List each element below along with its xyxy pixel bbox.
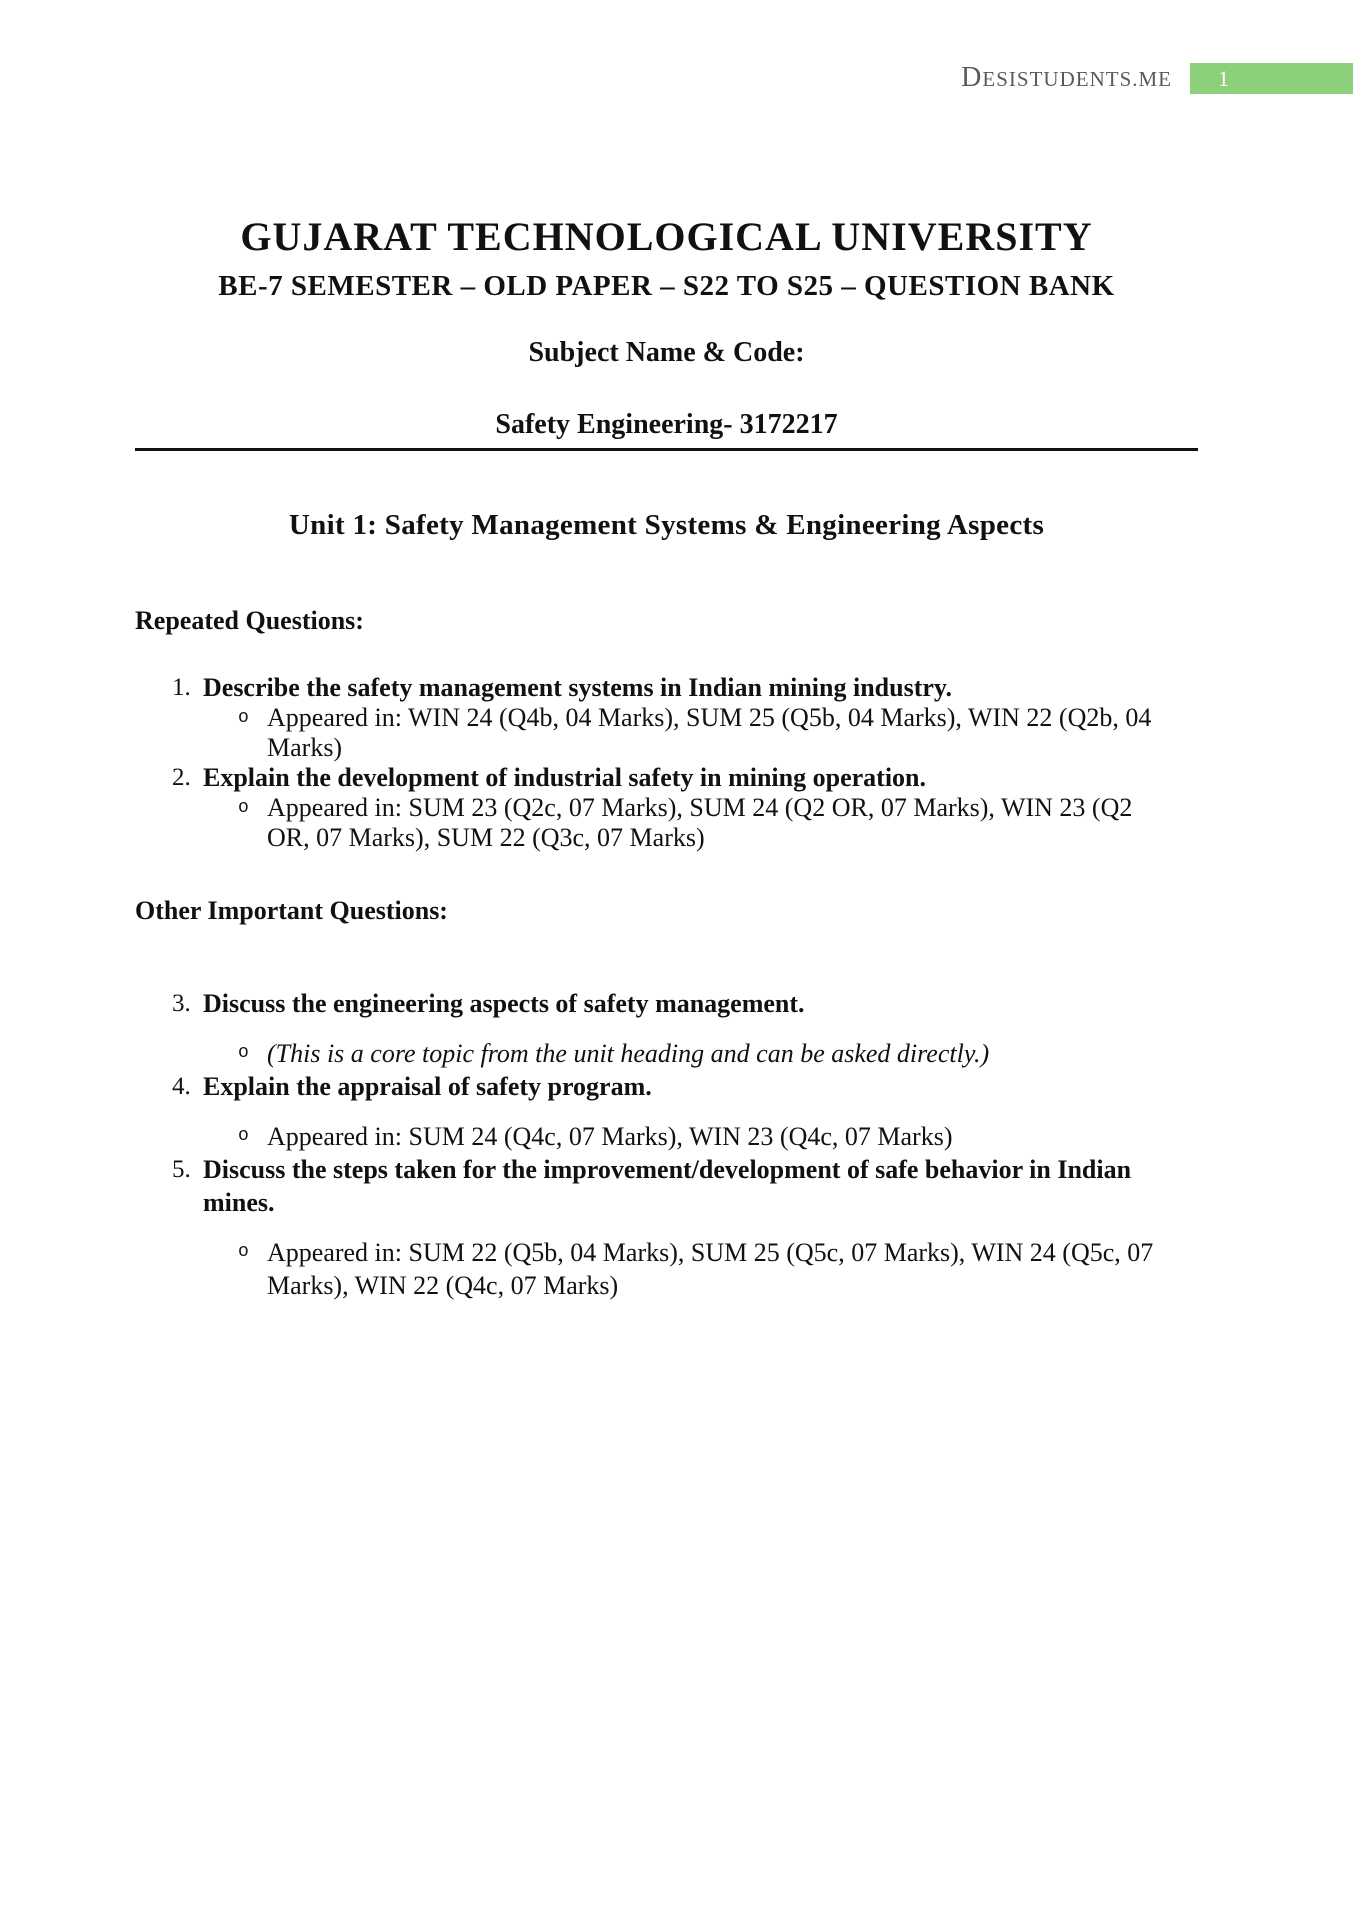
- site-name: DESISTUDENTS.ME: [961, 62, 1172, 93]
- question-text: Discuss the engineering aspects of safety management.: [203, 989, 805, 1018]
- question-text: mines.: [203, 1188, 275, 1217]
- question-text: Describe the safety management systems in Indian mining industry.: [203, 673, 952, 702]
- page-number: 1: [1218, 66, 1229, 91]
- question-item: [135, 1070, 1198, 1153]
- unit-heading: Unit 1: Safety Management Systems & Engineering Aspects: [288, 509, 1045, 541]
- page-header: [961, 60, 1353, 97]
- question-number: 3.: [172, 990, 191, 1017]
- section-other-questions: [135, 897, 1198, 1302]
- bullet-text: Appeared in: SUM 22 (Q5b, 04 Marks), SUM 25 (Q5c, 07 Marks), WIN 24 (Q5c, 07 Marks), WIN 22 (Q4c, 07 Marks): [267, 1238, 1154, 1300]
- question-number: 1.: [172, 674, 191, 701]
- question-text: Explain the appraisal of safety program.: [203, 1072, 652, 1101]
- question-text: Discuss the steps taken for the improvement/development of safe behavior in Indian: [203, 1155, 1132, 1184]
- semester-banner: BE-7 SEMESTER – OLD PAPER – S22 TO S25 – QUESTION BANK: [218, 270, 1115, 302]
- bullet-marker: o: [238, 1043, 249, 1063]
- subject-name: Safety Engineering- 3172217: [495, 409, 838, 440]
- bullet-marker: o: [238, 708, 249, 728]
- question-item: [135, 673, 1198, 763]
- bullet-marker: o: [238, 798, 249, 818]
- subject-label: Subject Name & Code:: [528, 337, 805, 368]
- university-title: GUJARAT TECHNOLOGICAL UNIVERSITY: [240, 214, 1093, 259]
- subject-rule-block: [135, 408, 1198, 451]
- question-text: Explain the development of industrial safety in mining operation.: [203, 763, 926, 792]
- question-item: [135, 987, 1198, 1070]
- section-heading: Repeated Questions:: [135, 606, 364, 635]
- page-number-badge: [1190, 63, 1353, 94]
- question-number: 2.: [172, 764, 191, 791]
- section-heading: Other Important Questions:: [135, 896, 448, 925]
- bullet-text: Appeared in: WIN 24 (Q4b, 04 Marks), SUM 25 (Q5b, 04 Marks), WIN 22 (Q2b, 04 Marks): [267, 703, 1152, 762]
- bullet-text: (This is a core topic from the unit heading and can be asked directly.): [267, 1039, 990, 1068]
- bullet-text: Appeared in: SUM 23 (Q2c, 07 Marks), SUM 24 (Q2 OR, 07 Marks), WIN 23 (Q2 OR, 07 Marks), SUM 22 (Q3c, 07 Marks): [267, 793, 1133, 852]
- question-item: [135, 1153, 1198, 1302]
- bullet-text: Appeared in: SUM 24 (Q4c, 07 Marks), WIN 23 (Q4c, 07 Marks): [267, 1122, 953, 1151]
- bullet-marker: o: [238, 1126, 249, 1146]
- bullet-marker: o: [238, 1242, 249, 1262]
- question-item: [135, 763, 1198, 853]
- question-number: 5.: [172, 1156, 191, 1183]
- section-repeated-questions: [135, 607, 1198, 853]
- question-number: 4.: [172, 1073, 191, 1100]
